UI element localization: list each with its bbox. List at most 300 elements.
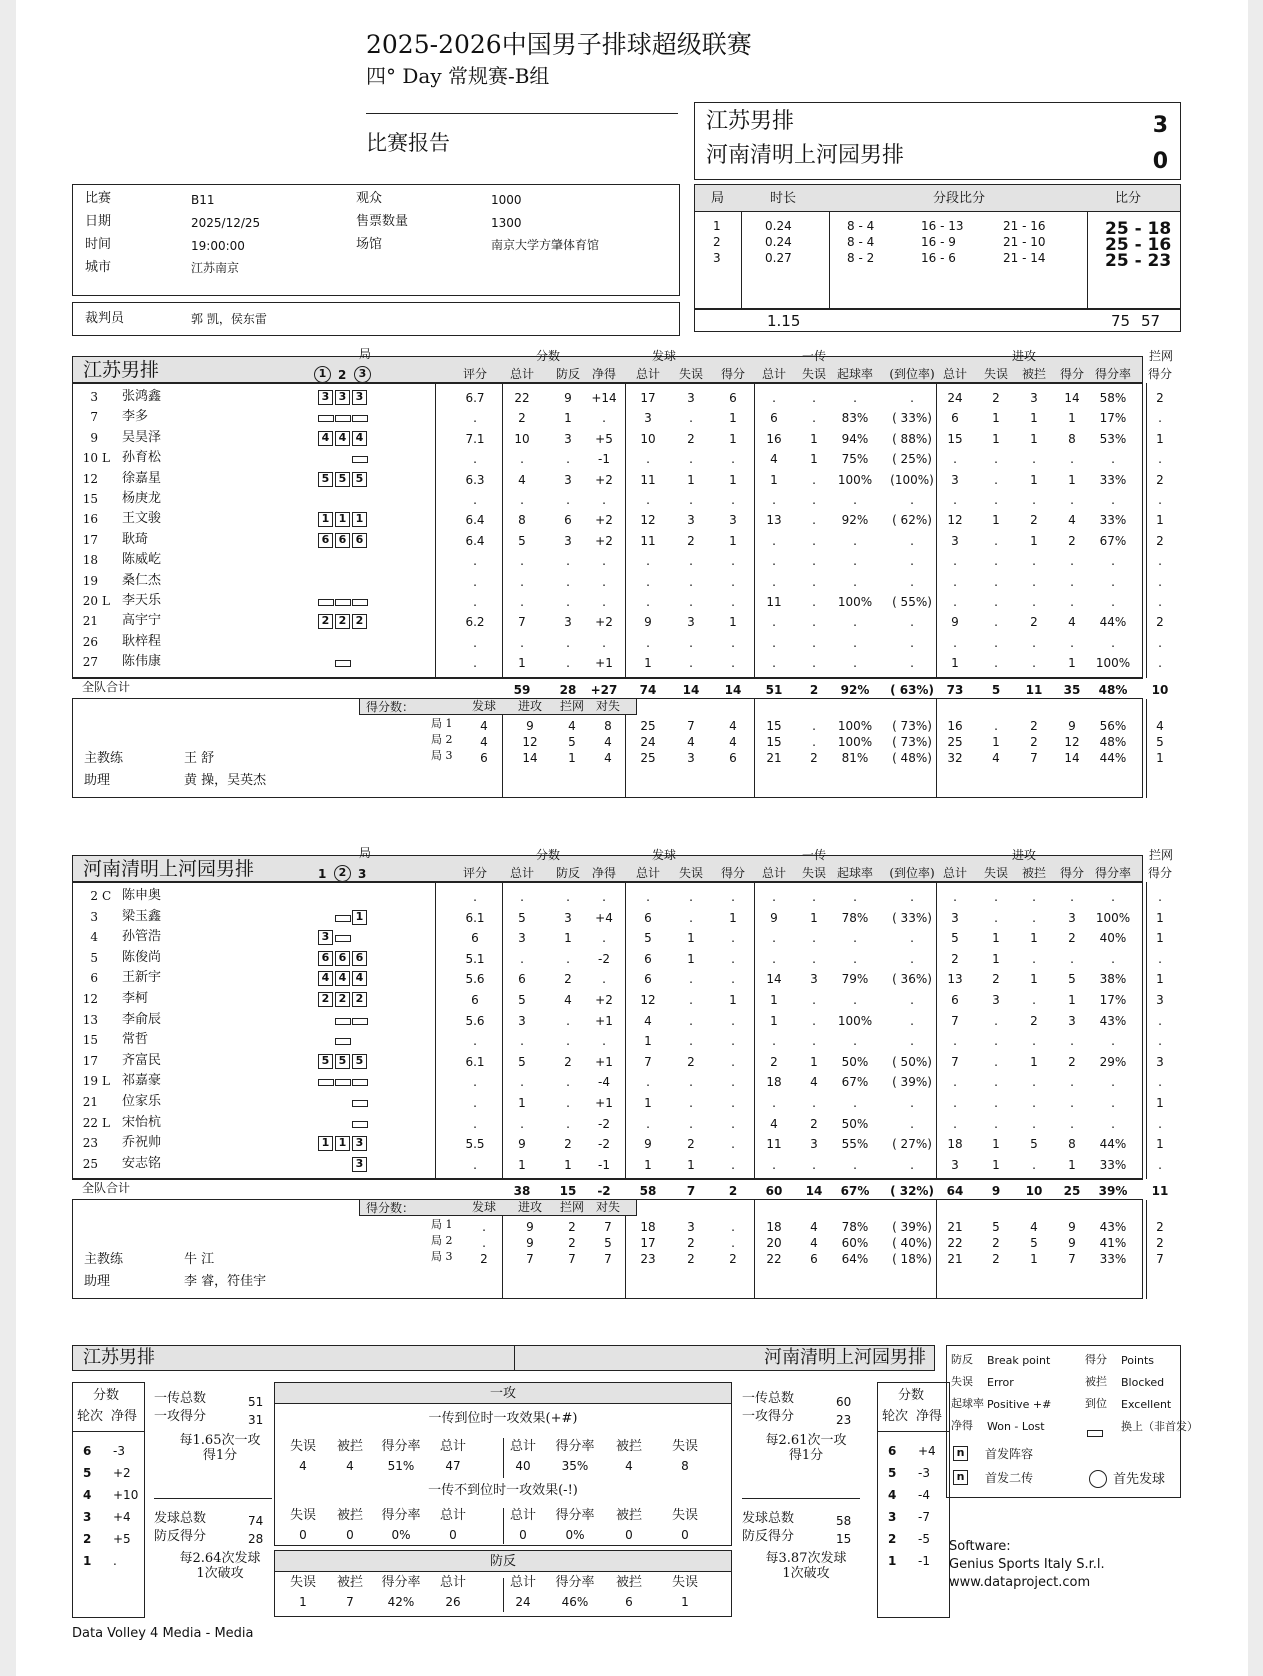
player-number: 2 [90, 889, 98, 903]
rotation-net: -1 [918, 1554, 930, 1568]
player-row[interactable] [56, 1072, 1162, 1093]
starting-position-icon: 1 [318, 1136, 333, 1151]
stat-cell: . [731, 635, 735, 650]
sideout-col-header: 被拦 [336, 1439, 363, 1454]
stat-cell: . [1158, 452, 1162, 467]
player-number: 12 [82, 992, 98, 1006]
player-row[interactable] [56, 388, 1164, 408]
a-serve-total-label: 发球总数 [154, 1511, 207, 1526]
set-stat-cell: 48% [1099, 734, 1127, 749]
stat-cell: 44% [1099, 1137, 1127, 1152]
stat-cell: . [1032, 656, 1036, 671]
stat-cell: . [689, 1013, 693, 1028]
set-stat-cell: 4 [810, 1220, 818, 1235]
set-stat-cell: . [994, 718, 998, 733]
stat-cell: 3 [810, 1137, 818, 1152]
rotation-net: -5 [918, 1532, 930, 1546]
set-stat-cell: 18 [640, 1220, 656, 1235]
stat-cell: 7 [951, 1054, 959, 1069]
player-name: 吴昊泽 [122, 429, 162, 445]
substitution-icon [335, 935, 351, 942]
coach-name: 王 舒 [184, 750, 215, 766]
sideout-col-header: 总计 [439, 1439, 466, 1454]
set-stat-cell: 9 [1068, 1236, 1076, 1251]
partial-21: 21 - 16 [1003, 219, 1046, 233]
sideout-col-header: 总计 [509, 1575, 536, 1590]
stat-cell: . [812, 951, 816, 966]
stat-cell: +2 [595, 472, 613, 487]
player-row[interactable] [56, 949, 1162, 970]
stat-cell: . [1032, 910, 1036, 925]
col-err: 失误 [678, 866, 703, 880]
stat-cell: . [1032, 452, 1036, 467]
points-label: 得分数： [366, 699, 415, 714]
b-serve-total-label: 发球总数 [742, 1511, 795, 1526]
sideout-value: 51% [387, 1459, 415, 1473]
league-title: 2025-2026中国男子排球超级联赛 [366, 30, 752, 59]
player-row[interactable] [56, 1052, 1164, 1073]
stat-cell: 14 [766, 972, 782, 987]
coach-name: 牛 江 [184, 1252, 215, 1268]
set-stat-cell: 4 [604, 750, 612, 765]
stat-cell: 7 [951, 1013, 959, 1028]
stat-cell: . [566, 656, 570, 671]
stat-cell: 29% [1099, 1054, 1127, 1069]
rotation-net: +10 [113, 1488, 139, 1502]
points-label: 得分数： [366, 1201, 415, 1216]
col-exc: (到位率) [889, 866, 935, 880]
stat-cell: . [520, 554, 524, 569]
score-sheet [56, 0, 1226, 1676]
stat-cell: . [910, 493, 914, 507]
stat-cell: . [566, 1075, 570, 1090]
stat-cell: ( 36%) [892, 972, 932, 987]
set-duration: 0.27 [765, 251, 792, 265]
legend-first-serve: 首先发球 [1113, 1472, 1166, 1487]
stat-cell: . [812, 472, 816, 487]
set-stat-cell: 56% [1099, 718, 1127, 733]
stat-cell: . [853, 951, 857, 966]
player-row[interactable] [56, 531, 1164, 551]
stat-cell: . [853, 890, 857, 904]
stat-cell: 6 [644, 910, 652, 925]
sideout-value: 1 [299, 1595, 307, 1609]
stat-cell: 6 [471, 993, 479, 1007]
stat-cell: 1 [729, 615, 737, 630]
player-row[interactable] [56, 887, 1162, 908]
player-row[interactable] [56, 1011, 1162, 1032]
stat-cell: . [1158, 951, 1162, 966]
stat-cell: . [566, 635, 570, 650]
lineup-square-icon: n [953, 1446, 968, 1461]
stat-cell: 1 [1068, 411, 1076, 426]
player-row[interactable] [56, 408, 1162, 428]
sideout-col-header: 失误 [289, 1575, 316, 1590]
stat-cell: . [910, 615, 914, 630]
stat-cell: . [1032, 554, 1036, 569]
set-stat-cell: 60% [841, 1236, 869, 1251]
legend-term: 到位 [1085, 1397, 1107, 1410]
stat-cell: 10 [640, 431, 656, 446]
stat-cell: 1 [729, 993, 737, 1007]
set-stat-cell: 7 [1030, 750, 1038, 765]
a-recv-total: 51 [248, 1395, 264, 1409]
stat-cell: 43% [1099, 1013, 1127, 1028]
legend-desc: Blocked [1121, 1376, 1165, 1389]
player-name: 齐富民 [122, 1052, 162, 1068]
substitution-icon [335, 1038, 351, 1045]
player-role: L [102, 1115, 110, 1130]
total-cell: 92% [840, 682, 870, 697]
stat-cell: . [1070, 635, 1074, 650]
player-row[interactable] [56, 490, 1162, 510]
set-number-mark: 3 [358, 867, 367, 881]
sideout-col-header: 总计 [439, 1508, 466, 1523]
player-name: 安志铭 [122, 1155, 162, 1171]
col-group-block: 拦网 [1149, 848, 1174, 862]
stat-cell: +14 [591, 391, 617, 405]
substitution-icon [352, 1079, 368, 1086]
substitution-icon [1087, 1423, 1105, 1442]
stat-cell: . [1032, 1096, 1036, 1110]
first-serve-circle-icon: 1 [314, 366, 331, 383]
totals-label: 全队合计 [82, 1181, 131, 1196]
stat-cell: . [602, 574, 606, 589]
stat-cell: 3 [951, 533, 959, 548]
stat-cell: . [602, 554, 606, 569]
set-stat-cell: 2 [1156, 1220, 1164, 1235]
stat-cell: . [1111, 1116, 1115, 1131]
legend-desc: 换上（非首发） [1121, 1420, 1198, 1433]
stat-cell: -2 [598, 1137, 610, 1152]
stat-cell: . [689, 1116, 693, 1131]
starting-position-icon: 2 [352, 992, 367, 1007]
set-stat-cell: 4 [568, 718, 576, 733]
player-row[interactable] [56, 1093, 1164, 1114]
stat-cell: . [772, 635, 776, 650]
player-name: 孙育松 [122, 450, 162, 466]
player-row[interactable] [56, 429, 1164, 449]
stat-cell: 3 [564, 472, 572, 487]
stat-cell: 1 [1030, 1054, 1038, 1069]
referee-label: 裁判员 [85, 311, 125, 326]
stat-cell: . [689, 452, 693, 467]
set-row-label: 局 2 [431, 1234, 453, 1248]
rotation-number: 4 [83, 1488, 92, 1502]
stat-cell: 44% [1099, 615, 1127, 630]
points-sub-header: 对失 [595, 1200, 620, 1215]
legend-desc: Won - Lost [987, 1420, 1045, 1433]
rotation-b [877, 1382, 950, 1618]
set-results-header [694, 184, 1181, 212]
stat-cell: 17% [1099, 411, 1127, 426]
partial-8: 8 - 2 [847, 251, 875, 265]
player-row[interactable] [56, 1114, 1162, 1135]
player-name: 乔祝帅 [122, 1135, 162, 1151]
set-stat-cell: 2 [1156, 1236, 1164, 1251]
stat-cell: . [1032, 595, 1036, 609]
b-recv-total: 60 [836, 1395, 852, 1409]
set-stat-cell: ( 73%) [892, 734, 932, 749]
stat-cell: . [689, 635, 693, 650]
stat-cell: 2 [1030, 1013, 1038, 1028]
set-stat-cell: 5 [568, 734, 576, 749]
stat-cell: 100% [837, 1013, 873, 1028]
stat-cell: 40% [1099, 931, 1127, 946]
set-duration: 0.24 [765, 235, 792, 249]
col-group-attack: 进攻 [1012, 848, 1037, 862]
stat-cell: 3 [810, 972, 818, 987]
stat-cell: . [731, 931, 735, 946]
stat-cell: . [1032, 1034, 1036, 1049]
stat-cell: 9 [644, 1137, 652, 1152]
stat-cell: . [602, 493, 606, 507]
sideout-col-header: 失误 [289, 1439, 316, 1454]
team-b-name: 河南清明上河园男排 [706, 143, 905, 168]
player-number: 10 [82, 451, 98, 466]
stat-cell: . [772, 1157, 776, 1172]
stat-cell: . [853, 493, 857, 507]
player-row[interactable] [56, 510, 1164, 530]
set-stat-cell: 15 [766, 734, 782, 749]
stat-cell: 1 [992, 1137, 1000, 1152]
stat-cell: . [994, 533, 998, 548]
set-stat-cell: 8 [604, 718, 612, 733]
player-row[interactable] [56, 1155, 1162, 1176]
a-recv-note1: 每1.65次一攻 [179, 1433, 261, 1448]
stat-cell: . [994, 1054, 998, 1069]
stat-cell: 8 [1068, 1137, 1076, 1152]
stat-cell: . [689, 411, 693, 426]
sideout-col-header: 失误 [671, 1575, 698, 1590]
stat-cell: . [689, 1034, 693, 1049]
starting-position-icon: 6 [352, 533, 367, 548]
player-name: 位家乐 [122, 1094, 162, 1109]
player-name: 陈威屹 [122, 552, 162, 568]
points-sub-header: 拦网 [559, 698, 584, 713]
stat-cell: . [689, 890, 693, 904]
set-stat-cell: 9 [526, 1220, 534, 1235]
set-stat-cell: 5 [992, 1220, 1000, 1235]
stat-cell: . [994, 1116, 998, 1131]
a-recv-att-label: 一攻得分 [154, 1409, 207, 1424]
legend-desc: Points [1121, 1354, 1155, 1367]
set-stat-cell: . [482, 1220, 486, 1235]
sideout-col-header: 被拦 [615, 1439, 642, 1454]
paper [16, 0, 1248, 1676]
player-row[interactable] [56, 1031, 1162, 1052]
stat-cell: . [812, 890, 816, 904]
stat-cell: 3 [564, 910, 572, 925]
starting-position-icon: 5 [335, 1054, 350, 1069]
stat-cell: . [646, 574, 650, 589]
sideout-col-header: 被拦 [336, 1508, 363, 1523]
stat-cell: . [689, 993, 693, 1007]
stat-cell: . [1158, 554, 1162, 569]
team-a-name: 江苏男排 [706, 109, 795, 134]
set-stat-cell: 1 [568, 750, 576, 765]
set-row-label: 局 1 [431, 1218, 453, 1232]
substitution-icon [352, 1100, 368, 1107]
sideout-col-header: 得分率 [555, 1439, 595, 1454]
set-stat-cell: 4 [480, 718, 488, 733]
stat-cell: 1 [810, 910, 818, 925]
set-number-mark: 1 [318, 867, 327, 881]
starting-position-icon: 6 [335, 951, 350, 966]
set-stat-cell: 7 [1156, 1252, 1164, 1267]
player-row[interactable] [56, 612, 1164, 632]
player-row[interactable] [56, 449, 1162, 469]
partial-16: 16 - 13 [921, 219, 964, 233]
b-recv-att-label: 一攻得分 [742, 1409, 795, 1424]
stat-cell: . [1070, 554, 1074, 569]
assistant-names: 李 睿，符佳宇 [184, 1274, 267, 1290]
stat-cell: 67% [1099, 533, 1127, 548]
total-cell: 10 [1151, 682, 1169, 697]
stat-cell: ( 50%) [892, 1054, 932, 1069]
stat-cell: 24 [947, 391, 963, 405]
points-sub-header: 发球 [471, 698, 496, 713]
starting-position-icon: 5 [352, 472, 367, 487]
legend-term: 净得 [951, 1419, 973, 1432]
rot-a-h1: 轮次 [77, 1409, 104, 1424]
total-cell: 14 [682, 682, 700, 697]
player-row[interactable] [56, 572, 1162, 592]
stat-cell: . [646, 1116, 650, 1131]
set-stat-cell: 81% [841, 750, 869, 765]
starting-position-icon: 4 [335, 971, 350, 986]
stat-cell: 1 [518, 1157, 526, 1172]
stat-cell: 6 [518, 972, 526, 987]
stat-cell: . [994, 554, 998, 569]
set-stat-cell: ( 39%) [892, 1220, 932, 1235]
stat-cell: 3 [1030, 391, 1038, 405]
col-group-recv: 一传 [802, 349, 827, 363]
total-cell: 28 [559, 682, 577, 697]
b-recv-total-label: 一传总数 [742, 1391, 795, 1406]
stat-cell: . [812, 554, 816, 569]
player-row[interactable] [56, 928, 1164, 949]
stat-cell: . [853, 931, 857, 946]
stat-cell: 1 [518, 1096, 526, 1110]
stat-cell: 3 [564, 615, 572, 630]
player-row[interactable] [56, 653, 1162, 673]
stat-cell: 5.6 [465, 972, 485, 987]
total-cell: 25 [1063, 1184, 1081, 1199]
stat-cell: . [910, 1116, 914, 1131]
substitution-icon [335, 1079, 351, 1086]
set-stat-cell: 4 [480, 734, 488, 749]
a-bp-pts: 28 [248, 1532, 264, 1546]
stat-cell: 1 [992, 931, 1000, 946]
totals-label: 全队合计 [82, 679, 131, 694]
total-cell: 73 [946, 682, 964, 697]
stat-cell: 1 [1156, 1137, 1164, 1152]
player-role: L [102, 1074, 110, 1089]
substitution-icon [335, 599, 351, 606]
total-cell: 35 [1063, 682, 1081, 697]
col-blocked: 被拦 [1021, 367, 1046, 381]
col-group-recv: 一传 [802, 848, 827, 862]
player-row[interactable] [56, 908, 1164, 929]
set-stat-cell: 21 [766, 750, 782, 765]
player-row[interactable] [56, 1134, 1164, 1155]
first-serve-circle-icon: 2 [334, 865, 351, 882]
set-stat-cell: 7 [604, 1220, 612, 1235]
stat-cell: . [910, 993, 914, 1007]
stat-cell: 6.4 [465, 533, 485, 548]
player-number: 3 [90, 390, 98, 404]
rotation-net: +5 [113, 1532, 131, 1546]
total-cell: 39% [1098, 1184, 1128, 1199]
stat-cell: 6 [564, 513, 572, 528]
starting-position-icon: 6 [335, 533, 350, 548]
stat-cell: . [853, 574, 857, 589]
stat-cell: . [772, 493, 776, 507]
set-stat-cell: 9 [526, 1236, 534, 1251]
stat-cell: 100% [1095, 656, 1131, 671]
stat-cell: 12 [947, 513, 963, 528]
stat-cell: 1 [810, 431, 818, 446]
player-row[interactable] [56, 969, 1164, 990]
player-row[interactable] [56, 990, 1164, 1011]
set-stat-cell: 12 [1064, 734, 1080, 749]
player-row[interactable] [56, 551, 1162, 571]
player-role: L [102, 451, 110, 466]
stat-cell: . [1158, 1157, 1162, 1172]
total-cell: 74 [639, 682, 657, 697]
stat-cell: 1 [518, 656, 526, 671]
sideout-col-header: 被拦 [336, 1575, 363, 1590]
set-stat-cell: 4 [992, 750, 1000, 765]
player-row[interactable] [56, 592, 1162, 612]
stat-cell: . [953, 493, 957, 507]
sideout-value: 0 [299, 1528, 307, 1542]
legend-desc: Positive +# [987, 1398, 1052, 1411]
stat-cell: . [689, 1096, 693, 1110]
stat-cell: . [910, 1157, 914, 1172]
starting-position-icon: 1 [352, 512, 367, 527]
set-stat-cell: 4 [729, 734, 737, 749]
stat-cell: . [1070, 452, 1074, 467]
substitution-icon [318, 599, 334, 606]
points-sub-header: 拦网 [559, 1200, 584, 1215]
stat-cell: . [473, 1157, 477, 1172]
stat-cell: 11 [640, 472, 656, 487]
col-err: 失误 [801, 866, 826, 880]
player-row[interactable] [56, 633, 1162, 653]
stat-cell: 2 [518, 411, 526, 426]
stat-cell: . [731, 890, 735, 904]
set-results [694, 211, 1181, 309]
rot-a-title: 分数 [93, 1388, 120, 1403]
starting-position-icon: 2 [335, 992, 350, 1007]
a-bp-pts-label: 防反得分 [154, 1529, 207, 1544]
assistant-label: 助理 [84, 772, 111, 788]
stat-cell: +2 [595, 533, 613, 548]
set-stat-cell: 22 [947, 1236, 963, 1251]
col-pct: 得分率 [1094, 866, 1131, 880]
total-cell: 10 [1025, 1184, 1043, 1199]
player-number: 27 [82, 655, 98, 670]
stat-cell: 67% [841, 1075, 869, 1090]
total-cell: 11 [1151, 1184, 1169, 1199]
stat-cell: . [1070, 595, 1074, 609]
starting-position-icon: 6 [352, 951, 367, 966]
rotation-net: -3 [113, 1444, 125, 1458]
player-name: 宋怡杭 [122, 1114, 162, 1130]
player-row[interactable] [56, 470, 1164, 490]
